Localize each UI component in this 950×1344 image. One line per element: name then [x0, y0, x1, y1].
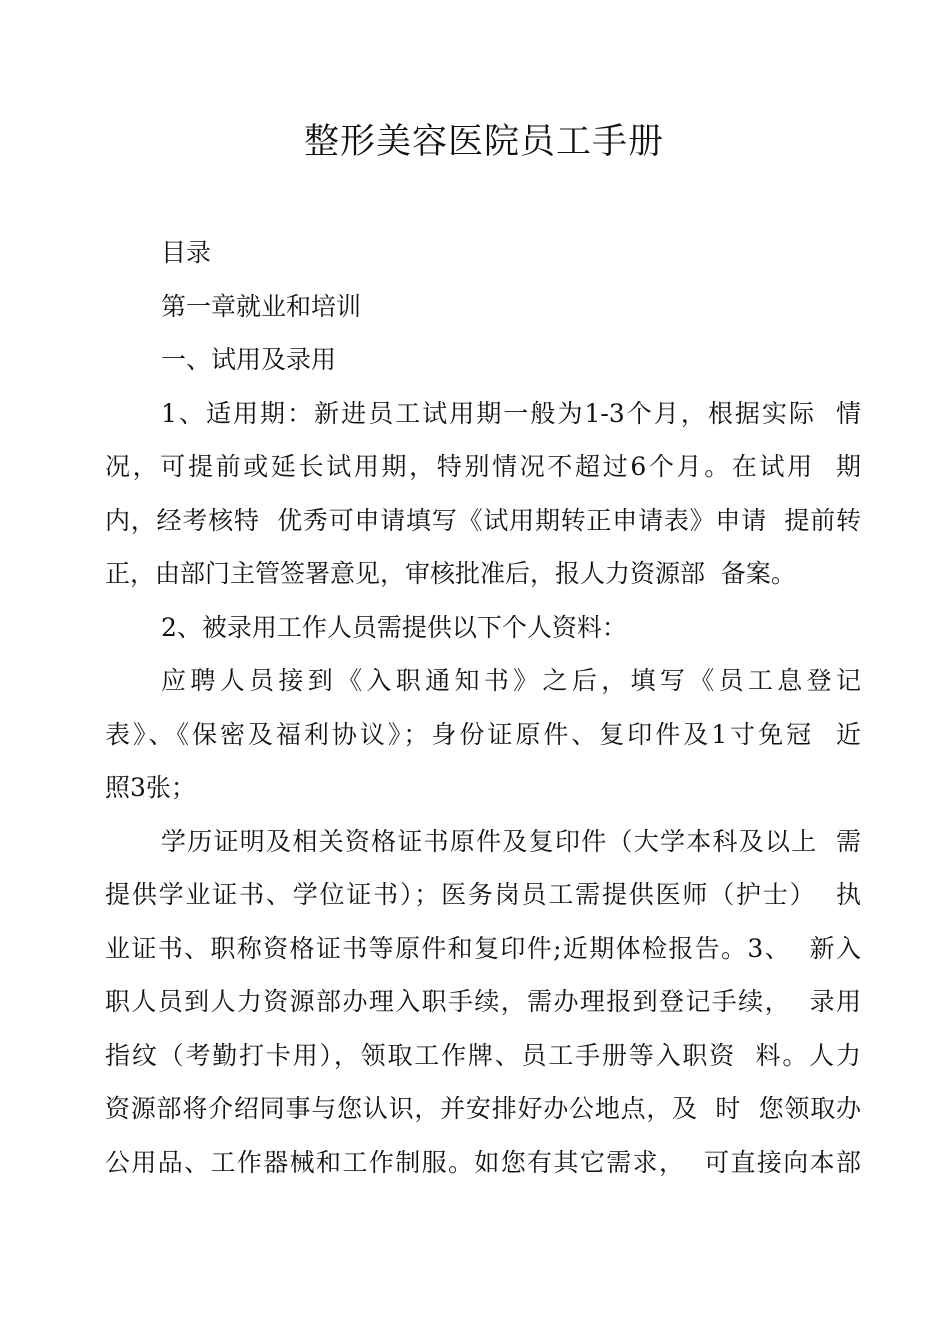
paragraph-line: 况，可提前或延长试用期，特别情况不超过6个月。在试用 期 — [105, 452, 861, 481]
section-heading: 一、试用及录用 — [161, 345, 337, 374]
paragraph-line: 提供学业证书、学位证书）；医务岗员工需提供医师（护士） 执 — [105, 880, 861, 909]
paragraph-line: 照3张； — [105, 773, 196, 802]
document-body — [105, 226, 861, 1189]
paragraph-line: 指纹（考勤打卡用），领取工作牌、员工手册等入职资 料。人力 — [105, 1040, 861, 1070]
paragraph-line: 1、适用期：新进员工试用期一般为1-3个月，根据实际 情 — [161, 398, 861, 428]
paragraph-line: 应聘人员接到《入职通知书》之后，填写《员工息登记 — [161, 666, 861, 695]
chapter-heading: 第一章就业和培训 — [161, 291, 362, 321]
paragraph-line: 资源部将介绍同事与您认识，并安排好办公地点，及 时 您领取办 — [105, 1094, 861, 1123]
paragraph-line: 内，经考核特 优秀可申请填写《试用期转正申请表》申请 提前转 — [105, 505, 861, 535]
paragraph-line: 正，由部门主管签署意见，审核批准后，报人力资源部 备案。 — [105, 559, 796, 588]
paragraph-line: 公用品、工作器械和工作制服。如您有其它需求， 可直接向本部 — [105, 1147, 861, 1177]
paragraph-line: 职人员到人力资源部办理入职手续，需办理报到登记手续， 录用 — [105, 987, 861, 1016]
paragraph-line: 表》、《保密及福利协议》；身份证原件、复印件及1寸免冠 近 — [105, 719, 861, 749]
paragraph-line: 学历证明及相关资格证书原件及复印件（大学本科及以上 需 — [161, 826, 861, 856]
document-title: 整形美容医院员工手册 — [303, 122, 664, 162]
toc-heading: 目录 — [161, 238, 212, 267]
paragraph-line: 业证书、职称资格证书等原件和复印件;近期体检报告。3、 新入 — [105, 933, 861, 963]
paragraph-line: 2、被录用工作人员需提供以下个人资料： — [161, 612, 627, 642]
